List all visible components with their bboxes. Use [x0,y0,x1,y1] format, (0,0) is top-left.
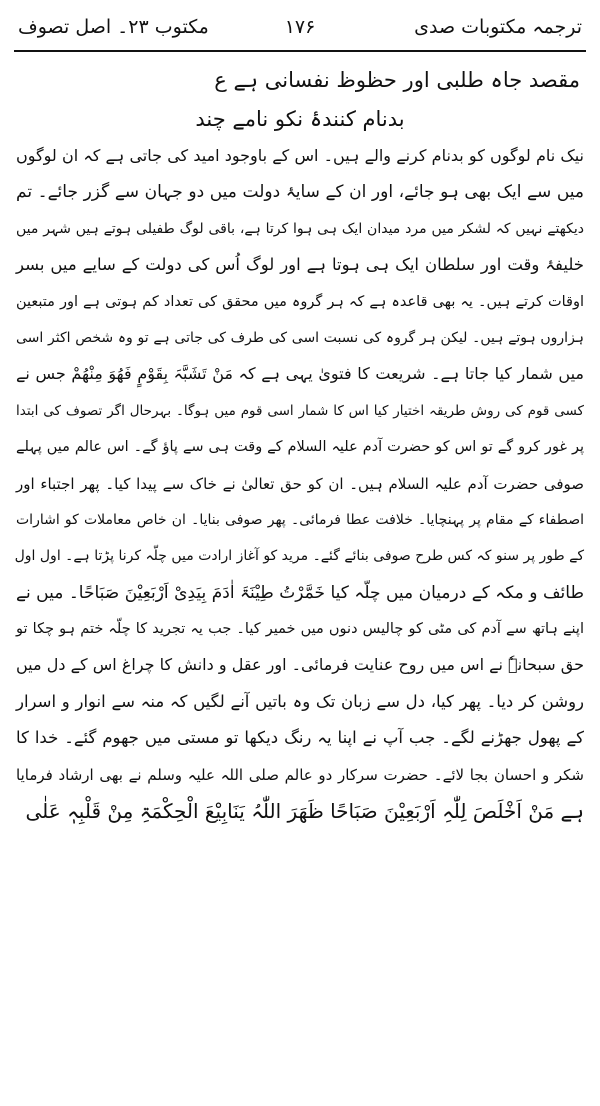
text-line: اپنے ہاتھ سے آدم کی مٹی کو چالیس دنوں میں خمیر کیا۔ جب یہ تجرید کا چلّہ ختم ہو چکا تو [16,621,584,638]
text-line: دیکھتے نہیں کہ لشکر میں مرد میدان ایک ہی ہوا کرتا ہے، باقی لوگ طفیلی ہوتے ہیں شہر میں [16,220,584,237]
page-number: ۱۷۶ [284,16,316,38]
book-title: ترجمہ مکتوبات صدی [414,16,582,38]
header-rule [14,50,586,52]
text-line: حق سبحانہٗ نے اس میں روح عنایت فرمائی۔ اور عقل و دانش کا چراغ اس کے دل میں [16,655,584,675]
verse-line: بدنام کنندۂ نکو نامے چند [195,107,405,131]
text-line: کے پھول جھڑنے لگے۔ جب آپ نے اپنا یہ رنگ دیکھا تو مستی میں جھوم گئے۔ خدا کا [16,728,584,748]
body-text [14,138,586,829]
text-line: میں سے ایک بھی ہو جائے، اور ان کے سایۂ دولت میں دو جہان سے گزر جائے۔ تم [16,182,584,203]
text-line: اصطفاء کے مقام پر پہنچایا۔ خلافت عطا فرمائی۔ پھر صوفی بنایا۔ ان خاص معاملات کو اشارات [16,511,584,528]
text-line: اوقات کرتے ہیں۔ یہ بھی قاعدہ ہے کہ ہر گروہ میں محقق کی تعداد کم ہوتی ہے اور متبعین [16,293,584,310]
section-heading: مقصد جاہ طلبی اور حظوظ نفسانی ہے ع [214,68,580,92]
text-line: کسی قوم کی روش طریقہ اختیار کیا اس کا شمار اسی قوم میں ہوگا۔ بہرحال اگر تصوف کی ابتدا [16,402,584,419]
text-line: طائف و مکہ کے درمیان میں چلّہ کیا خَمَّرْتُ طِیْنَۃَ اٰدَمَ بِیَدِیْ اَرْبَعِیْنَ صَبَاحًا۔ میں نے [16,582,584,603]
text-line: ہے مَنْ اَخْلَصَ لِلّٰہِ اَرْبَعِیْنَ صَبَاحًا ظَھَرَ اللّٰہُ یَنَابِیْعَ الْحِکْمَۃِ مِنْ قَلْبِہٖ عَلٰی [25,799,584,824]
chapter-title: مکتوب ۲۳۔ اصل تصوف [18,16,209,38]
text-line: نیک نام لوگوں کو بدنام کرنے والے ہیں۔ اس کے باوجود امید کی جاتی ہے کہ ان لوگوں [16,146,584,165]
text-line: میں شمار کیا جاتا ہے۔ شریعت کا فتویٰ یہی ہے کہ مَنْ تَشَبَّہَ بِقَوْمٍ فَھُوَ مِنْھُمْ جس نے [16,364,584,384]
page-header [14,10,586,50]
text-line: خلیفۂ وقت اور سلطان ایک ہی ہوتا ہے اور لوگ اُس کی دولت کے سایے میں بسر [16,255,584,275]
text-line: صوفی حضرت آدم علیہ السلام ہیں۔ ان کو حق تعالیٰ نے خاک سے پیدا کیا۔ پھر اجتباء اور [16,474,584,493]
text-line: پر غور کرو گے تو اس کو حضرت آدم علیہ السلام کے وقت ہی سے پاؤ گے۔ اس عالم میں پہلے [16,439,584,456]
text-line: روشن کر دیا۔ پھر کیا، دل سے زبان تک وہ باتیں آنے لگیں کہ منہ سے انوار و اسرار [16,691,584,711]
text-line: ہزاروں ہوتے ہیں۔ لیکن ہر گروہ کی نسبت اسی کی طرف کی جاتی ہے تو وہ شخص اکثر اسی [16,329,584,346]
text-line: کے طور پر سنو کہ کس طرح صوفی بنائے گئے۔ مرید کو آغاز ارادت میں چلّہ کرنا پڑتا ہے۔ اول اول [14,548,584,565]
text-line: شکر و احسان بجا لائے۔ حضرت سرکار دو عالم صلی اللہ علیہ وسلم نے بھی ارشاد فرمایا [16,765,584,784]
